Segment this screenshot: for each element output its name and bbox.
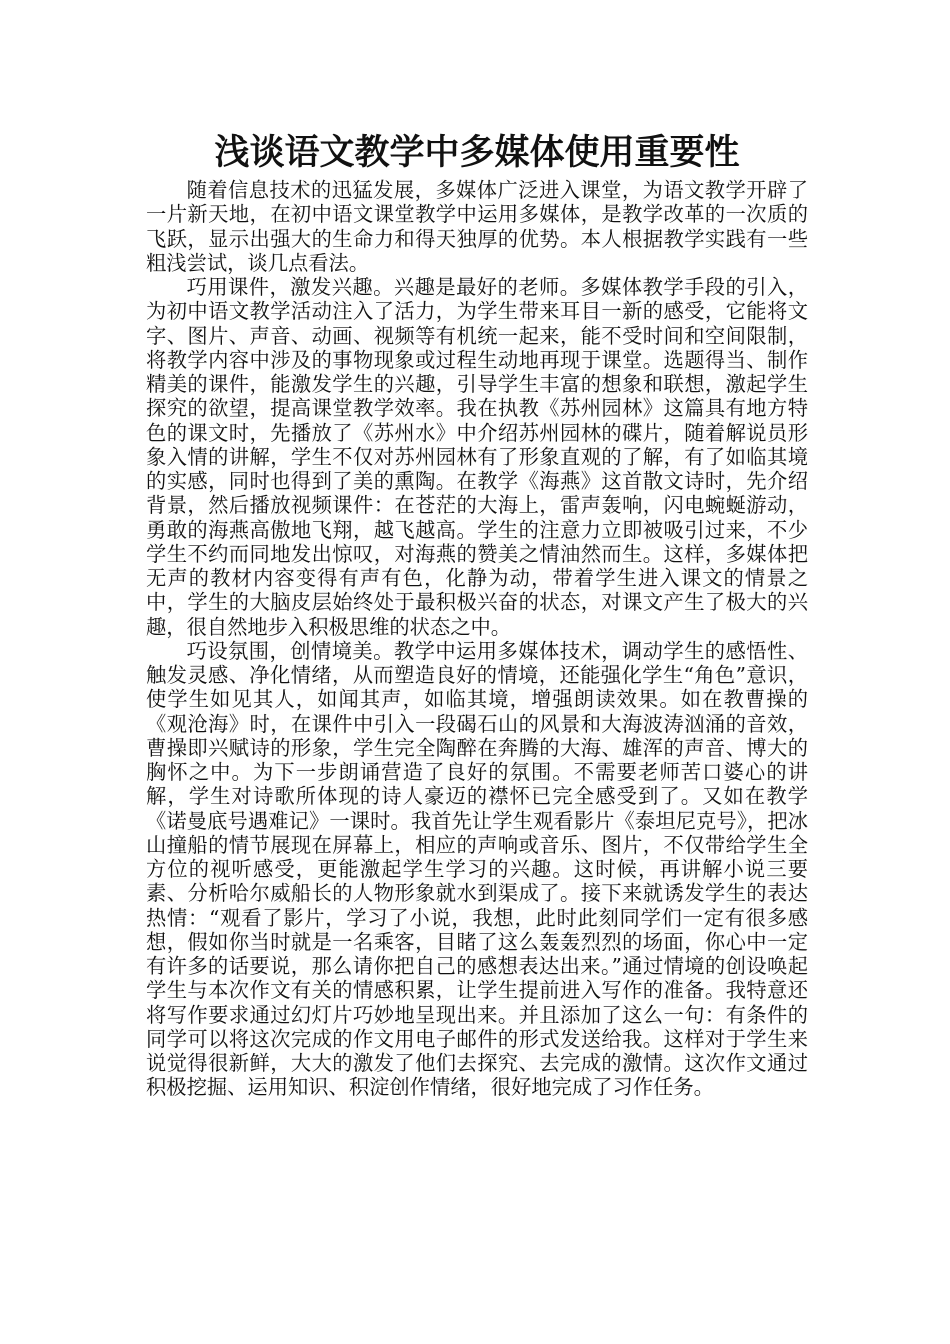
paragraph-atmosphere: 巧设氛围，创情境美。教学中运用多媒体技术，调动学生的感悟性、触发灵感、净化情绪，从而塑造良好的情境，还能强化学生“角色”意识，使学生如见其人，如闻其声，如临其境，增强朗读效果。如在教曹操的《观沧海》时，在课件中引入一段碣石山的风景和大海波涛汹涌的音效，曹操即兴赋诗的形象，学生完全陶醉在奔腾的大海、雄浑的声音、博大的胸怀之中。为下一步朗诵营造了良好的氛围。不需要老师苦口婆心的讲解，学生对诗歌所体现的诗人豪迈的襟怀已完全感受到了。又如在教学 《诺曼底号遇难记》一课时。我首先让学生观看影片《泰坦尼克号》，把冰山撞船的情节展现在屏幕上，相应的声响或音乐、图片，不仅带给学生全方位的视听感受，更能激起学生学习的兴趣。这时候，再讲解小说三要素、分析哈尔威船长的人物形象就水到渠成了。接下来就诱发学生的表达热情：“观看了影片，学习了小说，我想，此时此刻同学们一定有很多感想，假如你当时就是一名乘客，目睹了这么轰轰烈烈的场面，你心中一定有许多的话要说，那么请你把自己的感想表达出来。”通过情境的创设唤起学生与本次作文有关的情感积累，让学生提前进入写作的准备。我特意还将写作要求通过幻灯片巧妙地呈现出来。并且添加了这么一句：有条件的同学可以将这次完成的作文用电子邮件的形式发送给我。这样对于学生来说觉得很新鲜，大大的激发了他们去探究、去完成的激情。这次作文通过积极挖掘、运用知识、积淀创作情绪，很好地完成了习作任务。 [146,638,808,1100]
document-page [146,128,808,1100]
paragraph-intro: 随着信息技术的迅猛发展，多媒体广泛进入课堂，为语文教学开辟了一片新天地，在初中语文课堂教学中运用多媒体，是教学改革的一次质的飞跃，显示出强大的生命力和得天独厚的优势。本人根据教学实践有一些粗浅尝试，谈几点看法。 [146,178,808,275]
paragraph-courseware: 巧用课件，激发兴趣。兴趣是最好的老师。多媒体教学手段的引入，为初中语文教学活动注入了活力，为学生带来耳目一新的感受，它能将文字、图片、声音、动画、视频等有机统一起来，能不受时间和空间限制，将教学内容中涉及的事物现象或过程生动地再现于课堂。选题得当、制作精美的课件，能激发学生的兴趣，引导学生丰富的想象和联想，激起学生探究的欲望，提高课堂教学效率。我在执教《苏州园林》这篇具有地方特色的课文时，先播放了《苏州水》中介绍苏州园林的碟片，随着解说员形象入情的讲解，学生不仅对苏州园林有了形象直观的了解，有了如临其境的实感，同时也得到了美的熏陶。在教学《海燕》这首散文诗时，先介绍背景，然后播放视频课件：在苍茫的大海上，雷声轰响，闪电蜿蜒游动，勇敢的海燕高傲地飞翔，越飞越高。学生的注意力立即被吸引过来，不少学生不约而同地发出惊叹，对海燕的赞美之情油然而生。这样，多媒体把无声的教材内容变得有声有色，化静为动，带着学生进入课文的情景之中，学生的大脑皮层始终处于最积极兴奋的状态，对课文产生了极大的兴趣，很自然地步入积极思维的状态之中。 [146,275,808,639]
document-title: 浅谈语文教学中多媒体使用重要性 [214,132,740,173]
